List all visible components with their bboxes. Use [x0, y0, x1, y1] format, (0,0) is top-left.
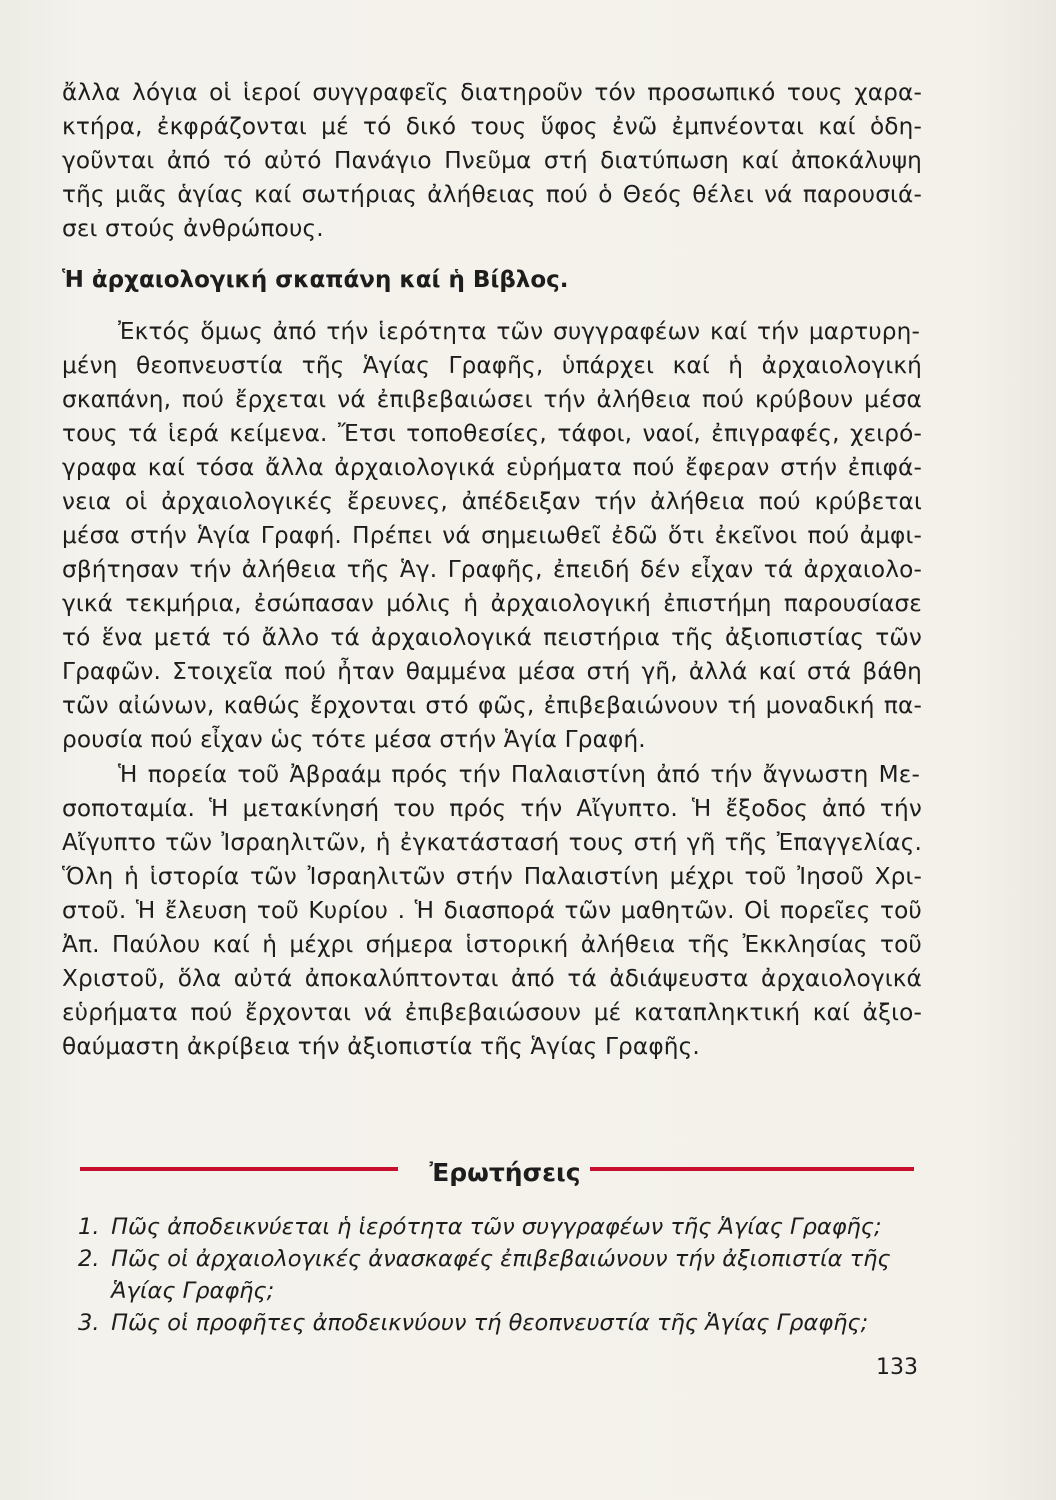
- question-text: Ἁγίας Γραφῆς;: [111, 1278, 275, 1304]
- text-line: θαύμαστη ἀκρίβεια τήν ἀξιοπιστία τῆς Ἁγίας Γραφῆς.: [62, 1033, 700, 1060]
- text-line: σοποταμία. Ἡ μετακίνησή του πρός τήν Αἴγυπτο. Ἡ ἔξοδος ἀπό τήν: [62, 795, 922, 822]
- text-line: Αἴγυπτο τῶν Ἰσραηλιτῶν, ἡ ἐγκατάστασή τους στή γῆ τῆς Ἐπαγγελίας.: [62, 829, 922, 856]
- text-line: κτήρα, ἐκφράζονται μέ τό δικό τους ὕφος ἐνῶ ἐμπνέονται καί ὁδη-: [62, 113, 922, 140]
- text-line: γικά τεκμήρια, ἐσώπασαν μόλις ἡ ἀρχαιολογική ἐπιστήμη παρουσίασε: [62, 590, 922, 617]
- text-line: Γραφῶν. Στοιχεῖα πού ἦταν θαμμένα μέσα στή γῆ, ἀλλά καί στά βάθη: [62, 658, 922, 685]
- text-line: σβήτησαν τήν ἀλήθεια τῆς Ἁγ. Γραφῆς, ἐπειδή δέν εἶχαν τά ἀρχαιολο-: [62, 556, 922, 583]
- text-line: στοῦ. Ἡ ἔλευση τοῦ Κυρίου . Ἡ διασπορά τῶν μαθητῶν. Οἱ πορεῖες τοῦ: [62, 897, 922, 924]
- text-line: τό ἕνα μετά τό ἄλλο τά ἀρχαιολογικά πειστήρια τῆς ἀξιοπιστίας τῶν: [62, 624, 922, 651]
- question-text: Πῶς ἀποδεικνύεται ἡ ἱερότητα τῶν συγγραφέων τῆς Ἁγίας Γραφῆς;: [111, 1214, 882, 1240]
- questions-title: Ἐρωτήσεις: [429, 1158, 581, 1187]
- text-line: νεια οἱ ἀρχαιολογικές ἔρευνες, ἀπέδειξαν τήν ἀλήθεια πού κρύβεται: [62, 488, 922, 515]
- text-line: εὑρήματα πού ἔρχονται νά ἐπιβεβαιώσουν μέ καταπληκτική καί ἀξιο-: [62, 999, 922, 1026]
- section-heading: Ἡ ἀρχαιολογική σκαπάνη καί ἡ Βίβλος.: [62, 267, 569, 293]
- question-text: Πῶς οἱ προφῆτες ἀποδεικνύουν τή θεοπνευστία τῆς Ἁγίας Γραφῆς;: [111, 1310, 869, 1336]
- text-line: σκαπάνη, πού ἔρχεται νά ἐπιβεβαιώσει τήν ἀλήθεια πού κρύβουν μέσα: [62, 386, 922, 413]
- questions-divider-right: [590, 1167, 914, 1171]
- text-line: Χριστοῦ, ὅλα αὐτά ἀποκαλύπτονται ἀπό τά ἀδιάψευστα ἀρχαιολογικά: [62, 965, 922, 992]
- question-item: [78, 1309, 920, 1337]
- text-line: Ὅλη ἡ ἱστορία τῶν Ἰσραηλιτῶν στήν Παλαιστίνη μέχρι τοῦ Ἰησοῦ Χρι-: [62, 863, 922, 890]
- text-line: τῶν αἰώνων, καθώς ἔρχονται στό φῶς, ἐπιβεβαιώνουν τή μοναδική πα-: [62, 692, 922, 719]
- text-line: γραφα καί τόσα ἄλλα ἀρχαιολογικά εὑρήματα πού ἔφεραν στήν ἐπιφά-: [62, 454, 922, 481]
- question-item-continued: [78, 1277, 920, 1305]
- text-line: Ἀπ. Παύλου καί ἡ μέχρι σήμερα ἱστορική ἀλήθεια τῆς Ἐκκλησίας τοῦ: [62, 931, 922, 958]
- text-line: τῆς μιᾶς ἁγίας καί σωτήριας ἀλήθειας πού ὁ Θεός θέλει νά παρουσιά-: [62, 181, 922, 208]
- text-line: Ἡ πορεία τοῦ Ἀβραάμ πρός τήν Παλαιστίνη ἀπό τήν ἄγνωστη Με-: [118, 761, 920, 788]
- text-line: ἄλλα λόγια οἱ ἱεροί συγγραφεῖς διατηροῦν τόν προσωπικό τους χαρα-: [62, 79, 922, 106]
- text-line: ρουσία πού εἶχαν ὡς τότε μέσα στήν Ἁγία Γραφή.: [62, 726, 646, 753]
- page-number: 133: [876, 1355, 918, 1380]
- question-item: [78, 1213, 920, 1241]
- text-line: μέσα στήν Ἁγία Γραφή. Πρέπει νά σημειωθεῖ ἐδῶ ὅτι ἐκεῖνοι πού ἀμφι-: [62, 522, 922, 549]
- question-number: 1.: [78, 1214, 100, 1240]
- question-number: 2.: [78, 1246, 100, 1272]
- questions-divider-left: [80, 1167, 398, 1171]
- text-line: σει στούς ἀνθρώπους.: [62, 215, 324, 242]
- question-text: Πῶς οἱ ἀρχαιολογικές ἀνασκαφές ἐπιβεβαιώνουν τήν ἀξιοπιστία τῆς: [111, 1246, 891, 1272]
- text-line: τους τά ἱερά κείμενα. Ἔτσι τοποθεσίες, τάφοι, ναοί, ἐπιγραφές, χειρό-: [62, 420, 922, 447]
- question-number: 3.: [78, 1310, 100, 1336]
- text-line: μένη θεοπνευστία τῆς Ἁγίας Γραφῆς, ὑπάρχει καί ἡ ἀρχαιολογική: [62, 352, 922, 379]
- question-item: [78, 1245, 920, 1273]
- text-line: γοῦνται ἀπό τό αὐτό Πανάγιο Πνεῦμα στή διατύπωση καί ἀποκάλυψη: [62, 147, 922, 174]
- text-line: Ἐκτός ὅμως ἀπό τήν ἱερότητα τῶν συγγραφέων καί τήν μαρτυρη-: [118, 318, 920, 345]
